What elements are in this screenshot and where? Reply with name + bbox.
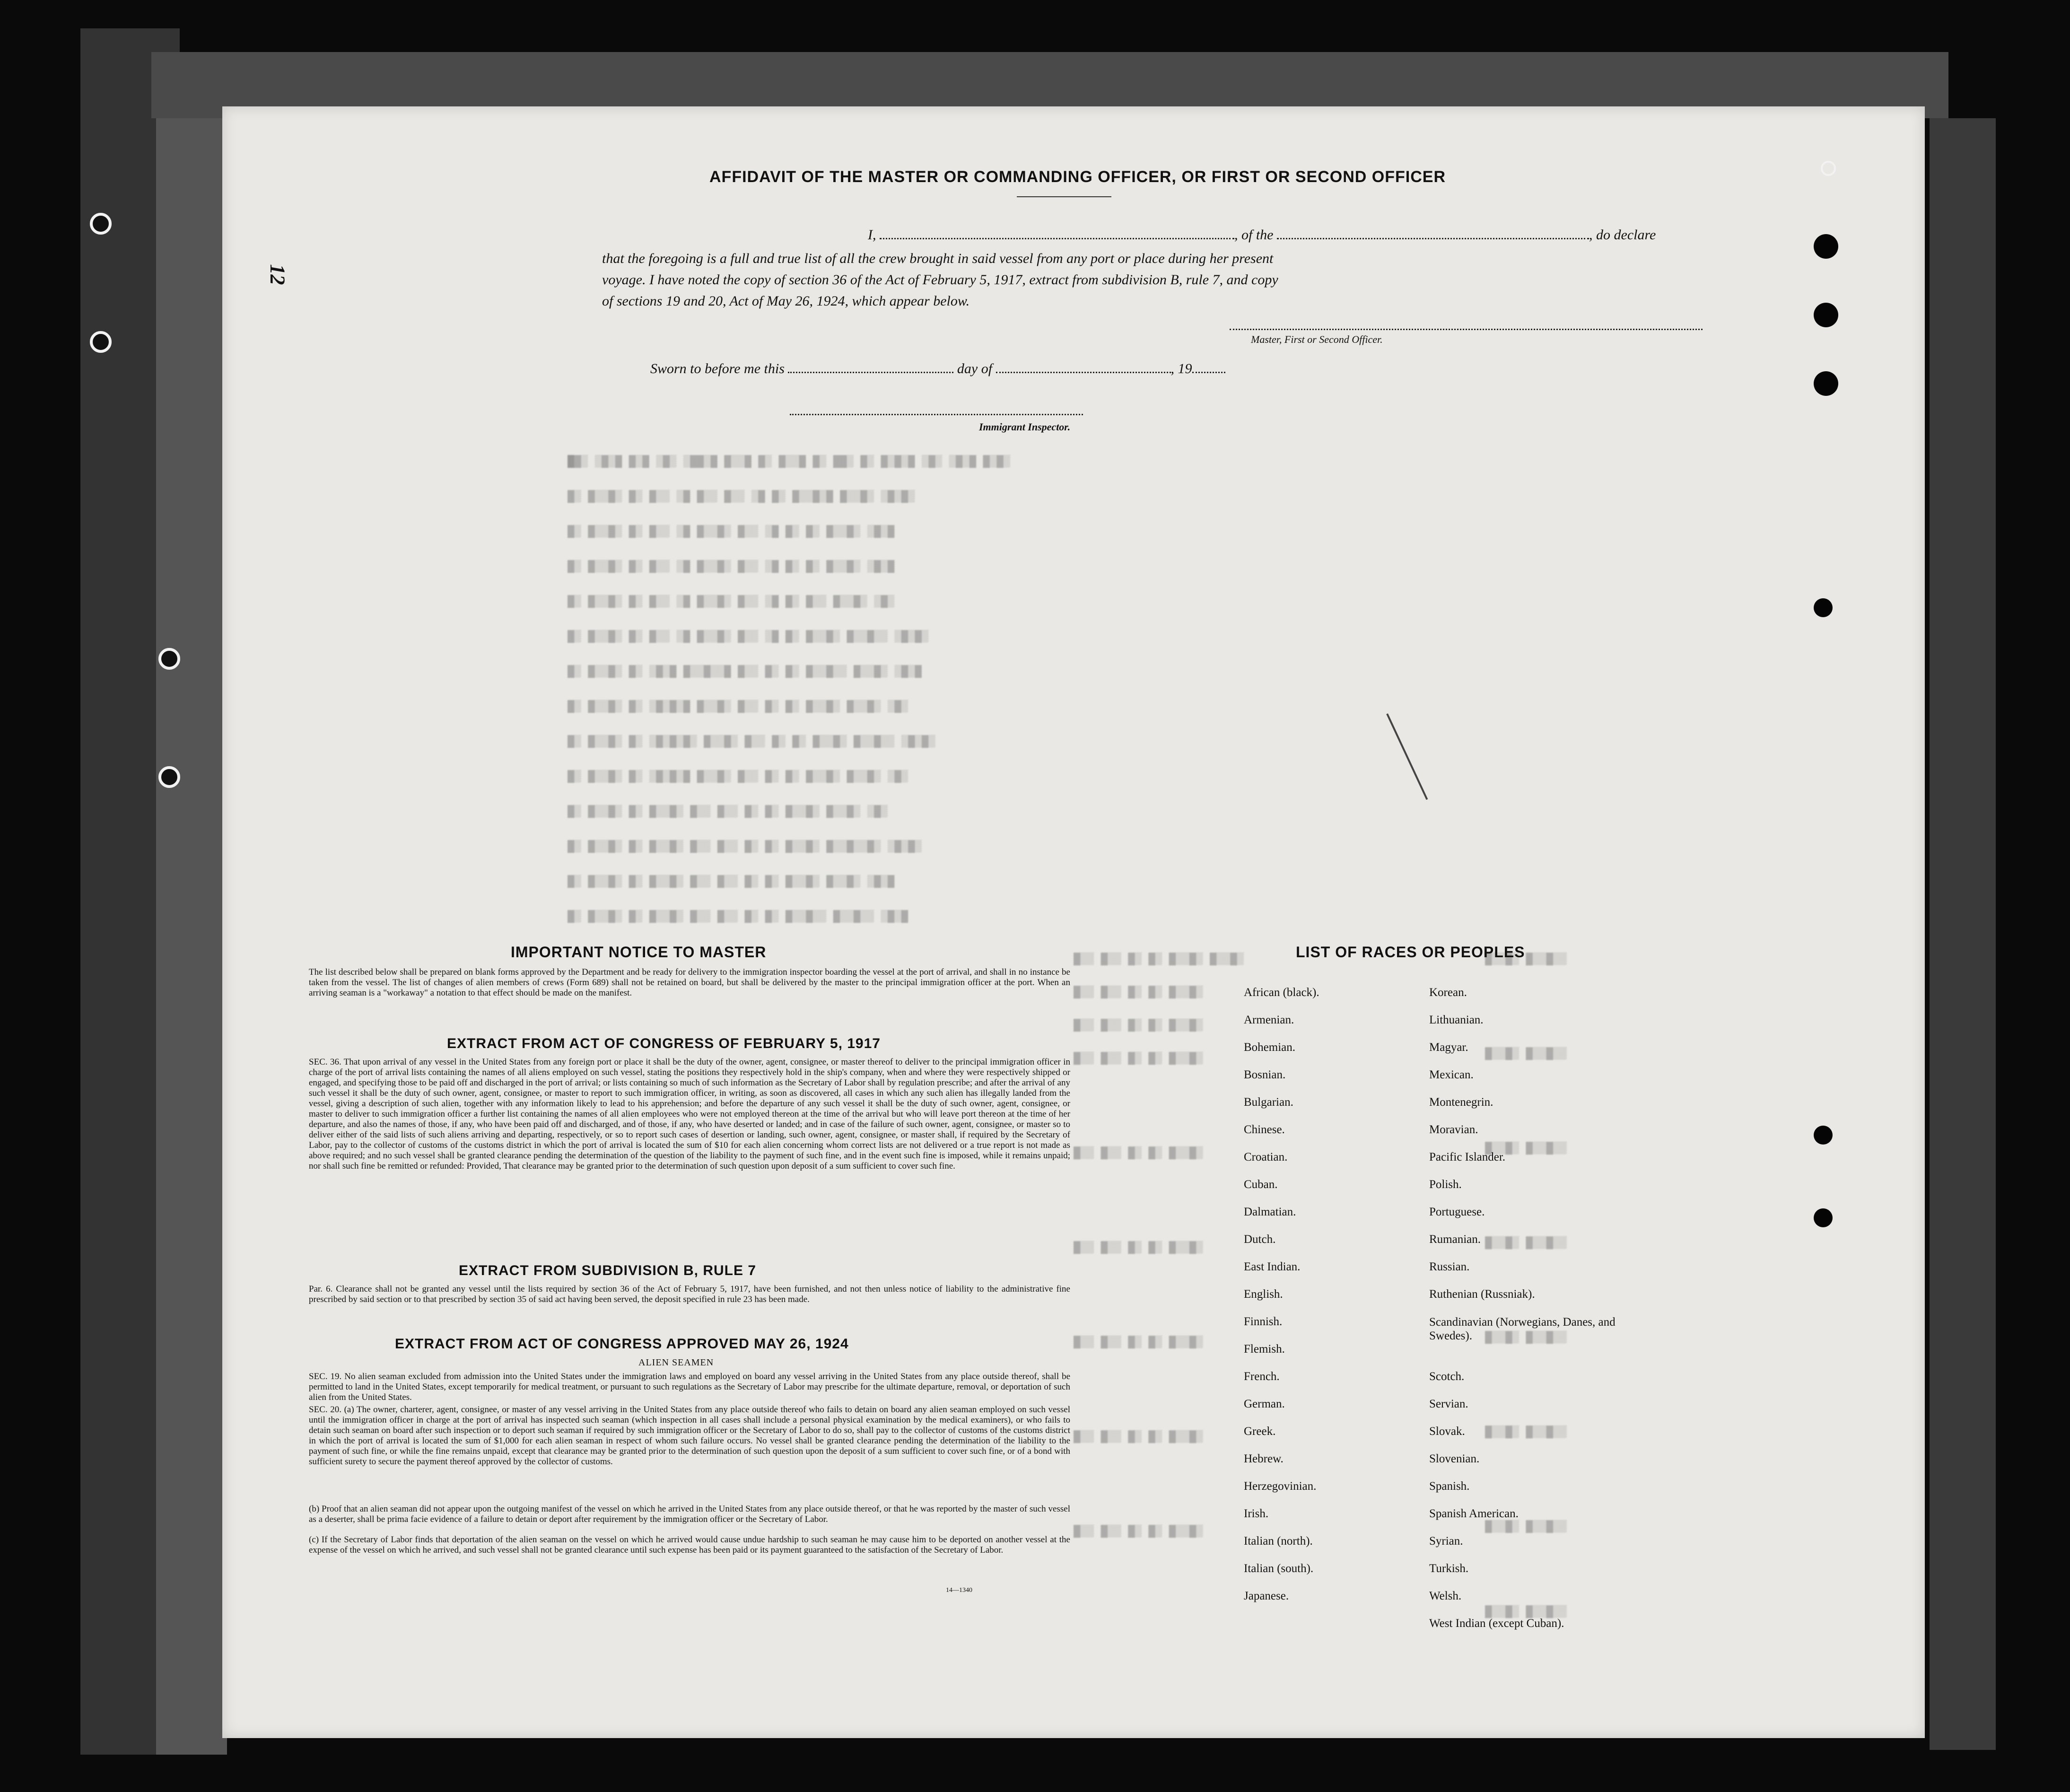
ghost-row: ▓▒▒▓▒ ▓▒▒▓▒▒ [1485, 1237, 1567, 1250]
affidavit-title: AFFIDAVIT OF THE MASTER OR COMMANDING OFFICER, OR FIRST OR SECOND OFFICER [709, 168, 1446, 186]
ghost-row: ▓▒▒▓▒ ▓▒▒▓▒▒ [1485, 1142, 1567, 1155]
race-item: German. [1244, 1398, 1285, 1410]
ghost-row: ▓▒▒ ▓▒▒ ▓▒ ▓▒ ▓▒▒▓▒ [1074, 1336, 1203, 1349]
race-item: Croatian. [1244, 1151, 1288, 1163]
races-right-column [1429, 986, 1618, 1644]
punch-hole-icon [1821, 161, 1836, 176]
race-item: Moravian. [1429, 1123, 1478, 1136]
notice-text: The list described below shall be prepared on blank forms approved by the Department and be ready for delivery to the immigration inspector boarding the vessel at the port of arrival, and shall in no instance be taken from the vessel. The list of changes of alien members of crews (Form 689) shall not be retained on board, but shall be delivered by the master to the principal immigration officer at the port. When an arriving seaman is a "workaway" a notation to that effect should be made on the manifest. [309, 967, 1070, 998]
punch-hole-icon [1814, 1208, 1833, 1227]
race-item: Cuban. [1244, 1178, 1278, 1191]
ghost-row: ▓▒ ▓▒▒▓▒ ▓▒ ▓▒▒ ▒▓ ▓▒▒ ▓▒▒ ▒▓ ▓▒ ▓▒▒▓▒▓ ▓▒▒▓▒ ▒▓▒▓▒ [568, 490, 915, 503]
race-item: Polish. [1429, 1178, 1462, 1191]
ghost-row: ▓▒ ▓▒▒▓▒ ▓▒ ▓▒▒ ▒▓ ▓▒▒▓▒ ▓▒▒ ▒▓ ▓▒ ▓▒▒ ▓▒▒▓▒ ▒▓▒ [568, 595, 895, 608]
ghost-row: ▓▒ ▓▒▒▓▒ ▓▒ ▒▓▒▓▒▓ ▓▒▒▓▒ ▓▒▒ ▓▒ ▓▒ ▓▒▒▓▒ ▓▒▒▓▒ ▒▓▒ [568, 770, 908, 783]
binding-hole-icon [90, 213, 112, 235]
ghost-row: ▓▒▒ ▓▒▒ ▓▒ ▓▒ ▓▒▒▓▒ [1074, 1431, 1203, 1443]
race-item: Portuguese. [1429, 1206, 1485, 1218]
ghost-row: ▓▒▒▓▒ ▓▒▒▓▒▒ [1485, 1426, 1567, 1439]
ghost-row: ▓▒▒▓▒ ▓▒▒▓▒▒ [1485, 953, 1567, 966]
sworn-year-field[interactable] [1192, 372, 1225, 373]
race-item: Ruthenian (Russniak). [1429, 1288, 1535, 1301]
races-left-column [1244, 986, 1428, 1617]
race-item: Hebrew. [1244, 1452, 1284, 1465]
inspector-signature-line[interactable] [790, 414, 1083, 415]
race-item: Lithuanian. [1429, 1014, 1484, 1026]
races-heading: LIST OF RACES OR PEOPLES [1296, 944, 1525, 961]
of-the-label: , of the [1234, 227, 1274, 243]
rule7-text: Par. 6. Clearance shall not be granted any vessel until the lists required by section 36 of the Act of February 5, 1917, have been furnished, and not then unless notice of liability to the administrative fine prescribed by said section or to that prescribed by section 35 of said act having been served, the deposit specified in rule 23 has been made. [309, 1284, 1070, 1304]
race-item: Magyar. [1429, 1041, 1468, 1054]
race-item: Finnish. [1244, 1315, 1283, 1328]
sworn-prefix: Sworn to before me this [650, 361, 785, 376]
race-item: Italian (north). [1244, 1535, 1313, 1547]
race-item: Armenian. [1244, 1014, 1294, 1026]
race-item: Dutch. [1244, 1233, 1276, 1246]
race-item: Italian (south). [1244, 1562, 1314, 1575]
race-item: Rumanian. [1429, 1233, 1481, 1246]
act1924-sec20a: SEC. 20. (a) The owner, charterer, agent, consignee, or master of any vessel arriving in the United States from any place outside thereof who fails to detain on board any alien seaman employed on such vessel until the immigration officer in charge at the port of arrival has inspected such seaman (which inspection in all cases shall include a personal physical examination by the medical examiners), or who fails to detain such seaman on board after such inspection or to deport such seaman if required by such immigration officer or the Secretary of Labor to do so, shall pay to the collector of customs of the customs district in which the port of arrival is located the sum of $1,000 for each alien seaman in respect of whom such failure occurs. No vessel shall be granted clearance pending the determination of the liability to the payment of such fine, or while the fine remains unpaid, except that clearance may be granted prior to the determination of such question upon the deposit of a sum sufficient to cover such fine, or of a bond with sufficient surety to secure the payment thereof approved by the collector of customs. [309, 1405, 1070, 1467]
ghost-row: ▓▒▒▓▒ ▓▒▒▓▒▒ [1485, 1331, 1567, 1344]
act1917-text: SEC. 36. That upon arrival of any vessel in the United States from any foreign port or place it shall be the duty of the owner, agent, consignee, or master thereof to deliver to the principal immigration officer in charge of the port of arrival lists containing the names of all aliens employed on such vessel, stating the positions they respectively hold in the ship's company, when and where they were respectively shipped or engaged, and specifying those to be paid off and discharged in the port of arrival; or lists containing so much of such information as the Secretary of Labor shall by regulation prescribe; and after the arrival of any such vessel it shall be the duty of such owner, agent, consignee, or master to report to such immigration officer, in writing, as soon as discovered, all cases in which any such alien has illegally landed from the vessel, giving a description of such alien, together with any information likely to lead to his apprehension; and before the departure of any such vessel it shall be the duty of such owner, agent, consignee, or master to deliver to such immigration officer a further list containing the names of all alien employees who were not employed thereon at the time of the arrival but who will leave port thereon at the time of her departure, and also the names of those, if any, who have been paid off and discharged, and of those, if any, who have deserted or landed; and in case of the failure of such owner, agent, consignee, or master so to deliver either of the said lists of such aliens arriving and departing, respectively, or so to report such cases of desertion or landing, such owner, agent, consignee, or master shall, if required by the Secretary of Labor, pay to the collector of customs of the customs district in which the port of arrival is located the sum of $10 for each alien concerning whom correct lists are not delivered or a true report is not made as above required; and no such vessel shall be granted clearance pending the determination of the question of the liability to the payment of such fine, and in the event such fine is imposed, while it remains unpaid; nor shall such fine be remitted or refunded: Provided, That clearance may be granted prior to the determination of such question upon deposit of a sum sufficient to cover such fine. [309, 1057, 1070, 1171]
race-item: Scotch. [1429, 1370, 1465, 1383]
master-caption: Master, First or Second Officer. [1251, 333, 1383, 345]
race-item: Korean. [1429, 986, 1467, 999]
inspector-caption: Immigrant Inspector. [979, 421, 1071, 433]
ghost-row: ▓▒ ▓▒▒▓▒ ▓▒ ▓▒▒▓▒ ▓▒▒ ▓▒▒ ▓▒ ▓▒ ▓▒▒▓▒ ▓▒▒▓▒ ▒▓▒ [568, 805, 888, 818]
ghost-row: ▓▒ ▓▒▒▓▒ ▓▒ ▓▒▒▓▒ ▓▒▒ ▓▒▒ ▓▒ ▓▒ ▓▒▒▓▒ ▓▒▒▓▒▒▓▒ ▒▓▒▓▒ [568, 840, 922, 853]
form-number: 14—1340 [946, 1587, 972, 1594]
i-label: I, [868, 227, 876, 243]
race-item: Greek. [1244, 1425, 1276, 1438]
punch-hole-icon [1814, 303, 1838, 327]
sworn-line [650, 361, 1225, 377]
manifest-page [222, 106, 1925, 1738]
affidavit-declaration [868, 227, 1656, 243]
do-declare-label: , do declare [1589, 227, 1656, 243]
race-item: Scandinavian (Norwegians, Danes, and Swedes). [1429, 1316, 1616, 1342]
pencil-mark [1386, 699, 1458, 800]
affidavit-body-line-2: voyage. I have noted the copy of section 36 of the Act of February 5, 1917, extract from subdivision B, rule 7, and copy [602, 272, 1278, 288]
ghost-row: ▓▒ ▓▒▒▓▒ ▓▒ ▒▓▒▓▒▓ ▓▒▒▓▒ ▓▒▒ ▓▒ ▓▒ ▓▒▒▓▒ ▓▒▒▓▒ ▒▓▒ [568, 700, 908, 713]
race-item: West Indian (except Cuban). [1429, 1617, 1564, 1630]
notice-heading: IMPORTANT NOTICE TO MASTER [511, 944, 767, 961]
ghost-row: ▓▒▒ ▓▒▒ ▓▒ ▓▒ ▓▒▒▓▒ [1074, 1147, 1203, 1160]
ghost-row: ▓▒ ▓▒▒▓▒ ▓▒ ▓▒▒ ▒▓ ▓▒▒▓▒ ▓▒▒ ▒▓ ▓▒ ▓▒ ▓▒▒▓▒ ▒▓▒▓ [568, 525, 895, 538]
race-item: Slovak. [1429, 1425, 1465, 1438]
race-item: French. [1244, 1370, 1280, 1383]
punch-hole-icon [1814, 1126, 1833, 1145]
race-item: English. [1244, 1288, 1283, 1301]
binding-hole-icon [158, 648, 180, 670]
master-signature-line[interactable] [1230, 329, 1703, 330]
ghost-row: ▓▒▒ ▓▒▒ ▓▒ ▓▒ ▓▒▒▓▒ [1074, 1019, 1203, 1032]
race-item: Welsh. [1429, 1590, 1462, 1602]
affidavit-body-line-1: that the foregoing is a full and true list of all the crew brought in said vessel from any port or place during her present [602, 251, 1274, 266]
race-item: Montenegrin. [1429, 1096, 1494, 1109]
race-item: Turkish. [1429, 1562, 1469, 1575]
ghost-row: ▓▒▒ ▓▒▒ ▓▒ ▓▒ ▓▒▒▓▒ [1074, 1241, 1203, 1254]
race-item: Flemish. [1244, 1343, 1285, 1355]
ghost-row: ▓▒▒▓▒ ▓▒▒▓▒▒ [1485, 1606, 1567, 1618]
ghost-row: ▓▒▒ ▓▒▒ ▓▒ ▓▒ ▓▒▒▓▒ [1074, 1525, 1203, 1538]
binding-hole-icon [158, 766, 180, 788]
day-of-label: day of [957, 361, 993, 376]
affidavit-body-line-3: of sections 19 and 20, Act of May 26, 1924, which appear below. [602, 293, 970, 309]
binding-hole-icon [90, 331, 112, 353]
race-item: Bosnian. [1244, 1068, 1286, 1081]
ghost-row: ▓▒ ▓▒▒▓▒ ▓▒ ▒▓▒▓▒▓▒ ▓▒▒▓▒ ▓▒▒ ▓▒ ▓▒ ▓▒▒▓▒ ▓▒▒▓▒▒ ▒▓▒▓▒ [568, 735, 935, 748]
punch-hole-icon [1814, 234, 1838, 259]
ghost-row: ▓▒▒ ▓▒▒ ▓▒ ▓▒ ▓▒▒▓▒ [1074, 1052, 1203, 1065]
title-rule [1017, 196, 1111, 197]
race-item: Herzegovinian. [1244, 1480, 1317, 1493]
race-item: Dalmatian. [1244, 1206, 1296, 1218]
punch-hole-icon [1814, 598, 1833, 617]
ghost-row: ▓▒▒▓▒ ▓▒▒▓▒▒ [1485, 1048, 1567, 1060]
act1917-heading: EXTRACT FROM ACT OF CONGRESS OF FEBRUARY 5, 1917 [447, 1036, 881, 1051]
act1924-sec19: SEC. 19. No alien seaman excluded from admission into the United States under the immigration laws and employed on board any vessel arriving in the United States from any place outside thereof, shall be permitted to land in the United States, except temporarily for medical treatment, or pursuant to such regulations as the Secretary of Labor may prescribe for the ultimate departure, removal, or deportation of such alien from the United States. [309, 1372, 1070, 1402]
ghost-row: ▓▒▒▓▒ ▓▒▒▓▒▒ [1485, 1521, 1567, 1533]
officer-name-field[interactable] [880, 238, 1234, 239]
ghost-row: ▓▒ ▓▒▒▓▒ ▓▒ ▓▒▒▓▒ ▓▒▒ ▓▒▒ ▓▒ ▓▒ ▓▒▒▓▒▒ ▓▒▒▓▒▒ ▒▓▒▓ [568, 910, 908, 923]
act1924-subheading: ALIEN SEAMEN [638, 1357, 714, 1368]
race-item: Irish. [1244, 1507, 1269, 1520]
handwritten-margin-number: 12 [266, 264, 289, 285]
scanner-frame-right [1930, 118, 1996, 1750]
act1924-sec20c: (c) If the Secretary of Labor finds that deportation of the alien seaman on the vessel on which he arrived would cause undue hardship to such seaman he may cause him to be deported on another vessel at the expense of the vessel on which he arrived, and such vessel shall not be granted clearance until such expense has been paid or its payment guaranteed to the satisfaction of the Secretary of Labor. [309, 1535, 1070, 1555]
race-item: Pacific Islander. [1429, 1151, 1506, 1163]
year-prefix: , 19 [1170, 361, 1192, 376]
race-item: East Indian. [1244, 1260, 1301, 1273]
race-item: Servian. [1429, 1398, 1468, 1410]
rule7-heading: EXTRACT FROM SUBDIVISION B, RULE 7 [459, 1263, 757, 1278]
punch-hole-icon [1814, 371, 1838, 396]
ghost-row: ▓▒ ▓▒▒▓▒ ▓▒ ▓▒▒ ▒▓ ▓▒▒▓▒ ▓▒▒ ▒▓ ▓▒ ▓▒ ▓▒▒▓▒ ▒▓▒▓ [568, 560, 895, 573]
ghost-row: ▓▒ ▓▒▒▓▒ ▓▒ ▓▒▒ ▒▓ ▓▒▒▓▒ ▓▒▒ ▒▓ ▓▒ ▓▒▒▓▒ ▓▒▒▓▒▒ ▒▓▒▓▒ [568, 630, 929, 643]
race-item: African (black). [1244, 986, 1319, 999]
act1924-heading: EXTRACT FROM ACT OF CONGRESS APPROVED MAY 26, 1924 [395, 1336, 849, 1352]
race-item: Slovenian. [1429, 1452, 1480, 1465]
race-item: Bulgarian. [1244, 1096, 1293, 1109]
sworn-day-field[interactable] [788, 372, 953, 373]
vessel-name-field[interactable] [1277, 238, 1589, 239]
race-item: Japanese. [1244, 1590, 1289, 1602]
race-item: Chinese. [1244, 1123, 1285, 1136]
ghost-row: ▓▒▒ ▓▒▒ ▓▒ ▓▒ ▓▒▒▓▒ [1074, 986, 1203, 999]
ghost-row: █▓▒ ▒▓▒▓ ▓▒▓ ▒▓▒ ▒▓▓▒▓ ▓▒▒▓ ▓▒ ▓▒▒▓ ▓▒ ▓▓▒ ▓▒ ▓▒▓▒▓ ▒▓▒ ▒▓▒▓ ▓▒▓▒ [568, 455, 1011, 468]
race-item: Syrian. [1429, 1535, 1463, 1547]
race-item: Russian. [1429, 1260, 1470, 1273]
race-item: Spanish American. [1429, 1507, 1519, 1520]
act1924-sec20b: (b) Proof that an alien seaman did not appear upon the outgoing manifest of the vessel on which he arrived in the United States from any place outside thereof, or that he was reported by the master of such vessel as a deserter, shall be prima facie evidence of a failure to detain or deport after requirement by the immigration officer or the Secretary of Labor. [309, 1504, 1070, 1524]
ghost-row: ▓▒ ▓▒▒▓▒ ▓▒ ▓▒▒▓▒ ▓▒▒ ▓▒▒ ▓▒ ▓▒ ▓▒▒▓▒ ▓▒▒▓▒ ▒▓▒▓ [568, 875, 895, 888]
ghost-row: ▓▒▒ ▓▒▒ ▓▒ ▓▒ ▓▒▒▓▒ ▓▒▒▓▒ [1074, 953, 1244, 966]
race-item: Spanish. [1429, 1480, 1470, 1493]
binding-edge [156, 52, 227, 1755]
ghost-row: ▓▒ ▓▒▒▓▒ ▓▒ ▒▓▒▓ ▓▒▒▓▒▒▓ ▓▒▒ ▓▒ ▓▒ ▓▒▒▓▒▒ ▓▒▒▓▒ ▒▓▒▓ [568, 665, 922, 678]
race-item: Mexican. [1429, 1068, 1474, 1081]
sworn-month-field[interactable] [996, 372, 1171, 373]
race-item: Bohemian. [1244, 1041, 1296, 1054]
